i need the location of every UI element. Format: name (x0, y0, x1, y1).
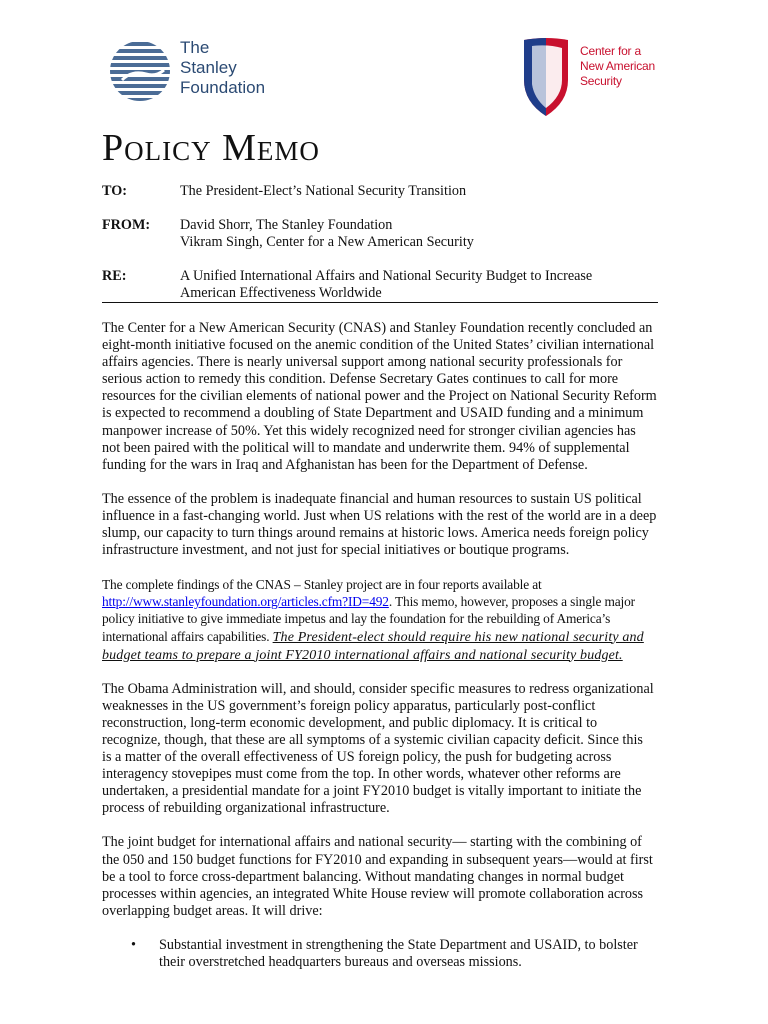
stanley-logo-text (180, 38, 265, 98)
paragraph-line: infrastructure investment, and not just for special initiatives or boutique programs. (102, 542, 570, 559)
paragraph-text: international affairs capabilities. (102, 628, 273, 644)
paragraph-line: influence in a fast-changing world. Just when US relations with the rest of the world are in a deep (102, 507, 657, 524)
cnas-logo-line2: New American (580, 59, 655, 73)
page-title: Policy Memo (102, 127, 320, 169)
paragraph-1 (102, 320, 672, 474)
list-item-line: their overstretched headquarters bureaus and overseas missions. (159, 954, 522, 970)
cnas-logo-line1: Center for a (580, 44, 641, 58)
paragraph-line (102, 628, 672, 646)
stanley-globe-icon (108, 40, 172, 102)
cnas-shield-icon (518, 36, 574, 120)
from-label: FROM: (102, 217, 151, 233)
paragraph-line (102, 646, 672, 664)
bullet-list (102, 937, 672, 971)
paragraph-line: policy initiative to give immediate impetus and lay the foundation for the rebuilding of America’s (102, 611, 611, 627)
paragraph-line: weaknesses in the US government’s foreign policy apparatus, particularly post-conflict (102, 697, 596, 714)
paragraph-4 (102, 681, 672, 818)
paragraph-line: not been paired with the political will to mandate and underwrite them. 94% of supplemental (102, 439, 630, 456)
paragraph-line: recognize, though, that these are all symptoms of a systemic civilian capacity deficit. Since this (102, 731, 643, 748)
paragraph-line: The joint budget for international affairs and national security— starting with the combining of (102, 834, 642, 851)
paragraph-line: serious action to remedy this condition. Defense Secretary Gates continues to call for more (102, 371, 619, 388)
paragraph-line: reconstruction, long-term economic development, and public diplomacy. It is critical to (102, 714, 598, 731)
bullet-icon: • (131, 936, 136, 953)
re-value (180, 268, 660, 302)
memo-body (102, 320, 672, 971)
cnas-logo-line3: Security (580, 74, 622, 88)
paragraph-line: resources for the civilian elements of national power and the Project on National Security Reform (102, 388, 657, 405)
paragraph-line: The essence of the problem is inadequate financial and human resources to sustain US political (102, 490, 642, 507)
paragraph-line: affairs agencies. There is nearly universal support among national security professionals for (102, 354, 623, 371)
paragraph-text: . This memo, however, proposes a single major (388, 594, 635, 610)
paragraph-2 (102, 491, 672, 559)
paragraph-line: processes within agencies, an integrated White House review will promote collaboration across (102, 885, 644, 902)
paragraph-line: process of rebuilding organizational infrastructure. (102, 800, 390, 817)
paragraph-line: The Center for a New American Security (CNAS) and Stanley Foundation recently concluded an (102, 320, 653, 336)
from-line-1: David Shorr, The Stanley Foundation (180, 217, 393, 233)
paragraph-5 (102, 834, 672, 919)
paragraph-line: The complete findings of the CNAS – Stanley project are in four reports available at (102, 577, 542, 593)
paragraph-line (102, 593, 672, 610)
list-item-line: Substantial investment in strengthening the State Department and USAID, to bolster (159, 936, 638, 953)
paragraph-line: slump, our capacity to turn things around remains at historic lows. America needs foreign policy (102, 525, 649, 542)
to-value (180, 183, 660, 200)
from-line-2: Vikram Singh, Center for a New American Security (180, 234, 474, 250)
paragraph-line: interagency stovepipes must come from the top. In other words, whatever other reforms are (102, 766, 621, 783)
to-value-text: The President-Elect’s National Security Transition (180, 183, 467, 199)
to-label: TO: (102, 183, 127, 199)
list-item (102, 937, 672, 971)
re-line-1: A Unified International Affairs and National Security Budget to Increase (180, 268, 593, 284)
cnas-logo-text (580, 44, 655, 89)
re-label: RE: (102, 268, 127, 284)
from-value (180, 217, 660, 251)
paragraph-line: the 050 and 150 budget functions for FY2010 and expanding in subsequent years—would at first (102, 851, 653, 868)
stanley-logo-line1: The (180, 38, 210, 57)
paragraph-line: undertaken, a presidential mandate for a joint FY2010 budget is vitally important to initiate the (102, 783, 642, 800)
paragraph-line: is a matter of the overall effectiveness of US foreign policy, the push for budgeting across (102, 749, 612, 766)
paragraph-line: be a tool to force cross-department balancing. Without mandating changes in normal budget (102, 868, 624, 885)
re-line-2: American Effectiveness Worldwide (180, 285, 382, 301)
paragraph-line: manpower increase of 50%. Yet this widely recognized need for stronger civilian agencies has (102, 422, 636, 439)
paragraph-line: The Obama Administration will, and should, consider specific measures to redress organizational (102, 680, 654, 697)
paragraph-3 (102, 576, 672, 663)
stanley-report-link[interactable]: http://www.stanleyfoundation.org/articles.cfm?ID=492 (102, 594, 389, 610)
paragraph-line: funding for the wars in Iraq and Afghanistan has been for the Department of Defense. (102, 456, 588, 473)
key-recommendation: budget teams to prepare a joint FY2010 international affairs and national security budget. (102, 647, 623, 663)
stanley-logo-line2: Stanley (180, 58, 237, 77)
stanley-foundation-logo (108, 38, 308, 108)
paragraph-line: overlapping budget areas. It will drive: (102, 902, 323, 919)
cnas-logo (518, 36, 688, 120)
stanley-logo-line3: Foundation (180, 78, 266, 97)
paragraph-line: eight-month initiative focused on the anemic condition of the United States’ civilian international (102, 337, 655, 354)
header-divider (102, 302, 658, 303)
key-recommendation: The President-elect should require his new national security and (272, 629, 644, 645)
paragraph-line: is expected to recommend a doubling of State Department and USAID funding and a minimum (102, 405, 644, 422)
